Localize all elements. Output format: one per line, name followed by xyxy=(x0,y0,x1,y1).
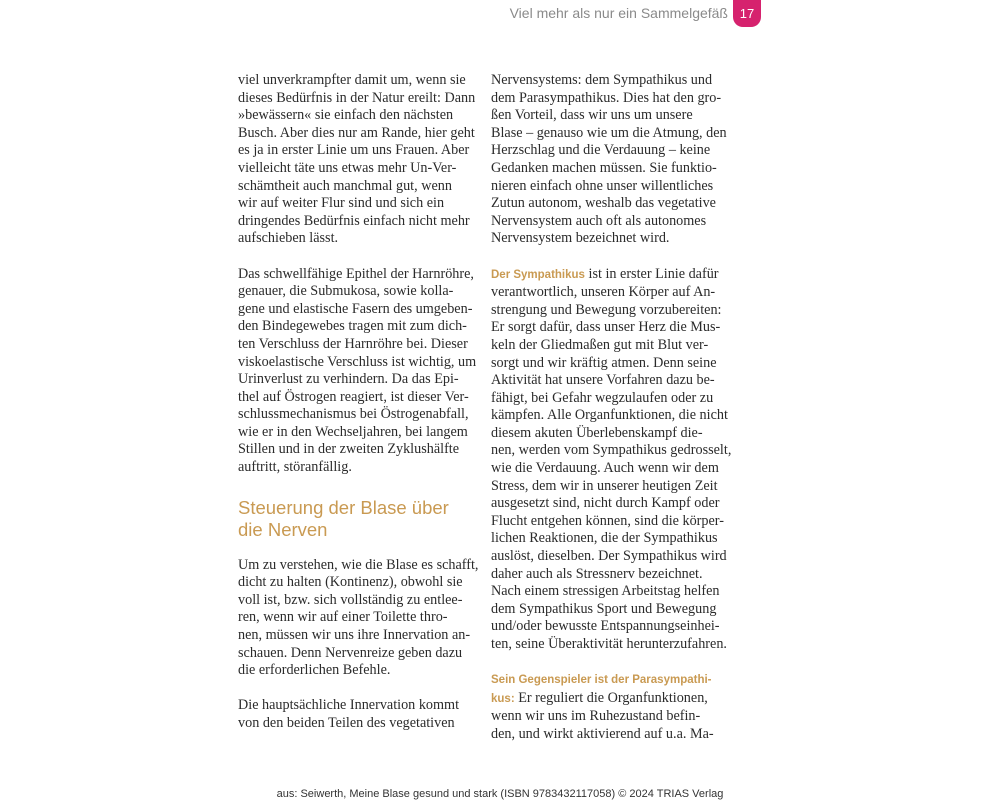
text-line: ten, seine Überaktivität herunterzufahren. xyxy=(491,636,727,652)
paragraph xyxy=(238,556,479,680)
running-head: Viel mehr als nur ein Sammelgefäß xyxy=(509,5,728,21)
text-line: von den beiden Teilen des vegetativen xyxy=(238,715,455,731)
paragraph xyxy=(491,671,729,743)
text-line: dem Parasympathikus. Dies hat den gro- xyxy=(491,89,722,106)
text-line: viel unverkrampfter damit um, wenn sie xyxy=(238,72,466,88)
paragraph xyxy=(238,265,477,477)
text-line: genauer, die Submukosa, sowie kolla- xyxy=(238,283,454,300)
keyword-parasympathikus: Sein Gegenspieler ist der Parasympathi- xyxy=(491,674,712,687)
text-line xyxy=(491,671,729,690)
text-line: Nervensystems: dem Sympathikus und xyxy=(491,72,713,88)
text-line: schlussmechanismus bei Östrogenabfall, xyxy=(238,406,469,423)
text-line: thel auf Östrogen reagiert, ist dieser Ver- xyxy=(238,388,469,405)
text-line: sorgt und wir kräftig atmen. Denn seine xyxy=(491,354,717,371)
text-line: Urinverlust zu verhindern. Da das Epi- xyxy=(238,371,459,388)
text-line: Die hauptsächliche Innervation kommt xyxy=(238,697,460,714)
text-line: Aktivität hat unsere Vorfahren dazu be- xyxy=(491,372,715,389)
text-run: Er reguliert die Organfunktionen, xyxy=(514,689,708,706)
text-line: Busch. Aber dies nur am Rande, hier geht xyxy=(238,124,475,141)
heading-line: Steuerung der Blase über xyxy=(238,496,449,518)
keyword-sympathikus: Der Sympathikus xyxy=(491,268,585,281)
text-line: dieses Bedürfnis in der Natur ereilt: Dann xyxy=(238,89,476,106)
text-line: vielleicht täte uns etwas mehr Un-Ver- xyxy=(238,159,457,176)
text-line xyxy=(491,690,729,709)
text-line: ten Verschluss der Harnröhre bei. Dieser xyxy=(238,335,468,352)
section-heading xyxy=(238,497,474,541)
text-line: gene und elastische Fasern des umgeben- xyxy=(238,300,473,317)
text-line: auftritt, störanfällig. xyxy=(238,459,352,476)
text-line: nen, werden vom Sympathikus gedrosselt, xyxy=(491,442,732,459)
text-line: dringendes Bedürfnis einfach nicht mehr xyxy=(238,212,470,229)
text-line: Herzschlag und die Verdauung – keine xyxy=(491,142,711,159)
left-column xyxy=(238,72,479,750)
text-line: schauen. Denn Nervenreize geben dazu xyxy=(238,644,463,661)
paragraph xyxy=(238,697,474,732)
text-line: nieren einfach ohne unser willentliches xyxy=(491,177,714,194)
text-line: auslöst, dieselben. Der Sympathikus wird xyxy=(491,548,727,565)
text-line: ßen Vorteil, dass wir uns um unsere xyxy=(491,107,693,124)
text-line: Um zu verstehen, wie die Blase es schafft, xyxy=(238,556,479,573)
text-line: die erforderlichen Befehle. xyxy=(238,662,391,679)
text-line: viskoelastische Verschluss ist wichtig, um xyxy=(238,353,477,370)
text-line: diesem akuten Überlebenskampf die- xyxy=(491,424,703,441)
text-line: wenn wir uns im Ruhezustand befin- xyxy=(491,708,701,725)
text-line: Gedanken machen müssen. Sie funktio- xyxy=(491,159,717,176)
text-line: dem Sympathikus Sport und Bewegung xyxy=(491,600,717,617)
text-line: nen, müssen wir uns ihre Innervation an- xyxy=(238,627,471,644)
text-line: dicht zu halten (Kontinenz), obwohl sie xyxy=(238,574,463,591)
keyword-parasympathikus-end: kus: xyxy=(491,692,515,705)
text-line: lichen Reaktionen, die der Sympathikus xyxy=(491,530,718,547)
text-line: voll ist, bzw. sich vollständig zu entlee- xyxy=(238,591,463,608)
text-line: strengung und Bewegung vorzubereiten: xyxy=(491,301,722,318)
paragraph xyxy=(491,72,729,248)
text-line: Nervensystem bezeichnet wird. xyxy=(491,230,670,247)
text-line: Blase – genauso wie um die Atmung, den xyxy=(491,124,727,141)
text-line: wie die Verdauung. Auch wenn wir dem xyxy=(491,460,719,477)
text-line: fähigt, bei Gefahr wegzulaufen oder zu xyxy=(491,389,714,406)
text-line: ren, wenn wir auf einer Toilette thro- xyxy=(238,609,448,626)
text-line: Das schwellfähige Epithel der Harnröhre, xyxy=(238,265,474,282)
heading-line: die Nerven xyxy=(238,518,328,540)
footer-citation: aus: Seiwerth, Meine Blase gesund und stark (ISBN 9783432117058) © 2024 TRIAS Verlag xyxy=(276,788,724,800)
page-number: 17 xyxy=(733,0,761,27)
text-line: wir auf weiter Flur sind und sich ein xyxy=(238,195,445,212)
text-line: und/oder bewusste Entspannungseinhei- xyxy=(491,618,720,635)
text-run: ist in erster Linie dafür xyxy=(584,265,719,282)
text-line: Nervensystem auch oft als autonomes xyxy=(491,212,707,229)
text-line: Zutun autonom, weshalb das vegetative xyxy=(491,195,716,212)
text-line: den Bindegewebes tragen mit zum dich- xyxy=(238,318,467,335)
text-line: Stress, dem wir in unserer heutigen Zeit xyxy=(491,477,718,494)
text-line: daher auch als Stressnerv bezeichnet. xyxy=(491,565,703,582)
right-column xyxy=(491,72,732,761)
text-line: Nach einem stressigen Arbeitstag helfen xyxy=(491,583,720,600)
text-line: wie er in den Wechseljahren, bei langem xyxy=(238,423,468,440)
text-line: »bewässern« sie einfach den nächsten xyxy=(238,107,454,124)
text-line: schämtheit auch manchmal gut, wenn xyxy=(238,177,452,194)
text-line: keln der Gliedmaßen gut mit Blut ver- xyxy=(491,336,709,353)
text-line: kämpfen. Alle Organfunktionen, die nicht xyxy=(491,407,728,424)
text-line: ausgesetzt sind, nicht durch Kampf oder xyxy=(491,495,720,512)
text-line: es ja in erster Linie um uns Frauen. Aber xyxy=(238,142,470,159)
paragraph xyxy=(238,72,474,248)
text-line: den, und wirkt aktivierend auf u.a. Ma- xyxy=(491,725,714,742)
text-line: Stillen und in der zweiten Zyklushälfte xyxy=(238,441,460,458)
text-line: Flucht entgehen können, sind die körper- xyxy=(491,512,724,529)
text-line: Er sorgt dafür, dass unser Herz die Mus- xyxy=(491,319,721,336)
text-line: verantwortlich, unseren Körper auf An- xyxy=(491,284,716,301)
text-line xyxy=(491,266,729,285)
text-line: aufschieben lässt. xyxy=(238,230,339,247)
paragraph xyxy=(491,265,732,654)
